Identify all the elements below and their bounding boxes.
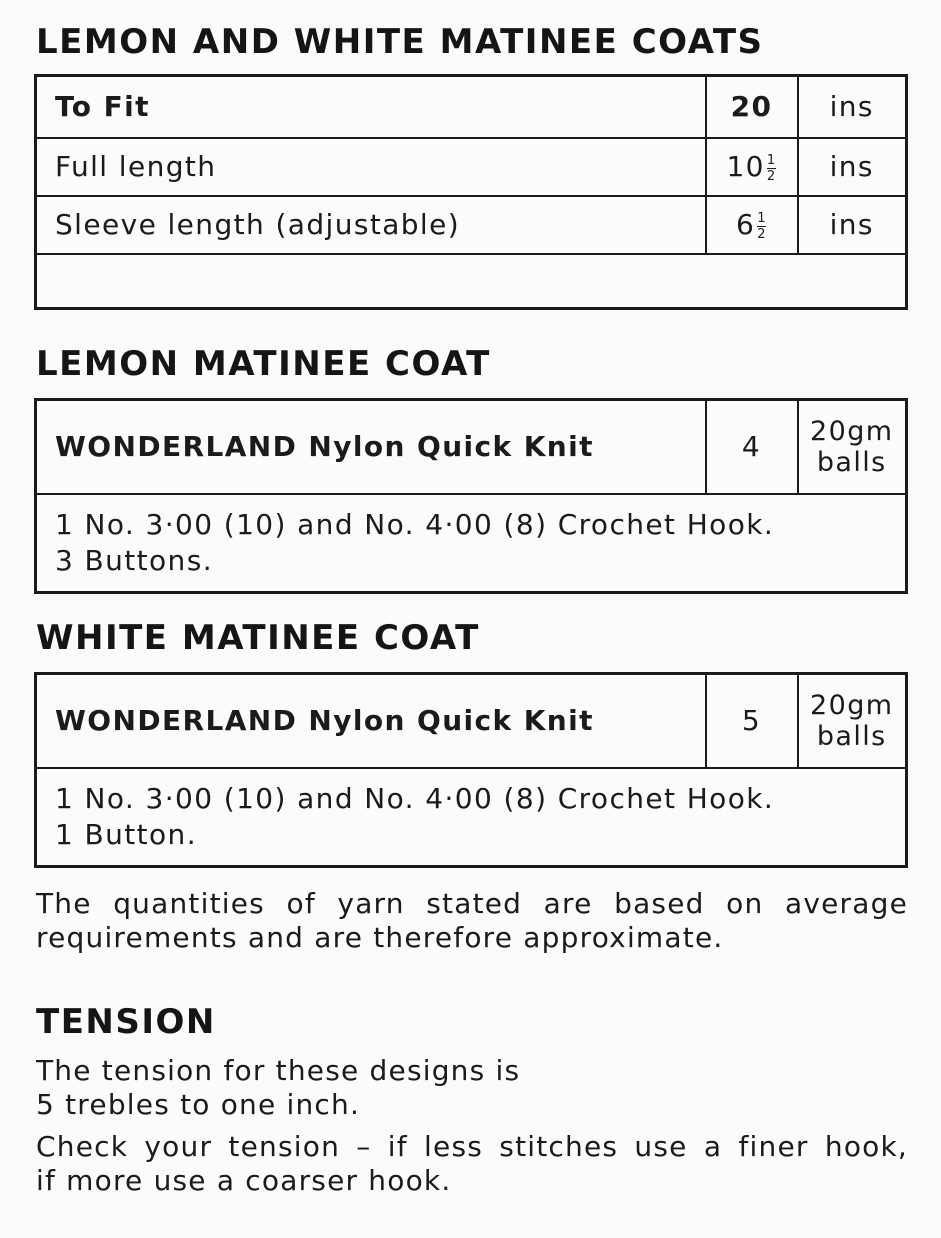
lemon-yarn-unit [798, 400, 907, 494]
table-row [36, 196, 907, 254]
unit-line-1: 20gm [810, 415, 894, 447]
quantities-note-line-2: requirements and are therefore approximate. [36, 921, 724, 954]
lemon-notes-line-2: 3 Buttons. [55, 543, 213, 577]
row-unit-to-fit: ins [798, 76, 907, 138]
white-materials-table [34, 672, 908, 868]
row-label-to-fit: To Fit [36, 76, 706, 138]
table-row [36, 76, 907, 138]
white-notes-line-2: 1 Button. [55, 817, 198, 851]
row-unit-sleeve-length: ins [798, 196, 907, 254]
lemon-title: LEMON MATINEE COAT [36, 344, 491, 384]
unit-line-1: 20gm [810, 689, 894, 721]
lemon-notes-line-1: 1 No. 3·00 (10) and No. 4·00 (8) Crochet Hook. [55, 507, 775, 541]
white-title: WHITE MATINEE COAT [36, 618, 480, 658]
white-yarn-unit [798, 674, 907, 768]
fraction-numerator: 1 [766, 152, 777, 168]
fraction-denominator: 2 [766, 168, 777, 184]
tension-line-4: if more use a coarser hook. [36, 1164, 452, 1197]
table-row [36, 138, 907, 196]
sizes-table [34, 74, 908, 310]
lemon-notes [36, 494, 907, 593]
table-row [36, 494, 907, 593]
tension-line-3: Check your tension – if less stitches use a finer hook, [36, 1130, 908, 1163]
fraction-half [757, 212, 767, 241]
table-row [36, 400, 907, 494]
tension-title: TENSION [36, 1002, 216, 1042]
quantities-note-line-1: The quantities of yarn stated are based on average [36, 887, 908, 920]
row-unit-full-length: ins [798, 138, 907, 196]
white-notes-line-1: 1 No. 3·00 (10) and No. 4·00 (8) Crochet Hook. [55, 781, 775, 815]
white-yarn-qty: 5 [706, 674, 798, 768]
tension-text [36, 1054, 520, 1122]
row-value-full-length [706, 138, 798, 196]
white-yarn-name: WONDERLAND Nylon Quick Knit [36, 674, 706, 768]
table-row [36, 674, 907, 768]
unit-line-2: balls [816, 720, 887, 752]
row-value-to-fit: 20 [706, 76, 798, 138]
tension-line-1: The tension for these designs is [36, 1054, 521, 1087]
white-notes [36, 768, 907, 867]
whole-number: 6 [736, 208, 756, 241]
sizes-title: LEMON AND WHITE MATINEE COATS [36, 22, 764, 62]
empty-cell [36, 254, 907, 309]
tension-advice [36, 1130, 908, 1198]
row-label-full-length: Full length [36, 138, 706, 196]
table-row-empty [36, 254, 907, 309]
row-value-sleeve-length [706, 196, 798, 254]
fraction-numerator: 1 [757, 210, 767, 226]
tension-line-2: 5 trebles to one inch. [36, 1088, 361, 1121]
unit-line-2: balls [816, 446, 887, 478]
fraction-half [767, 154, 777, 183]
lemon-yarn-name: WONDERLAND Nylon Quick Knit [36, 400, 706, 494]
table-row [36, 768, 907, 867]
row-label-sleeve-length: Sleeve length (adjustable) [36, 196, 706, 254]
lemon-yarn-qty: 4 [706, 400, 798, 494]
whole-number: 10 [726, 150, 765, 183]
quantities-note [36, 887, 908, 955]
fraction-denominator: 2 [757, 226, 767, 242]
lemon-materials-table [34, 398, 908, 594]
